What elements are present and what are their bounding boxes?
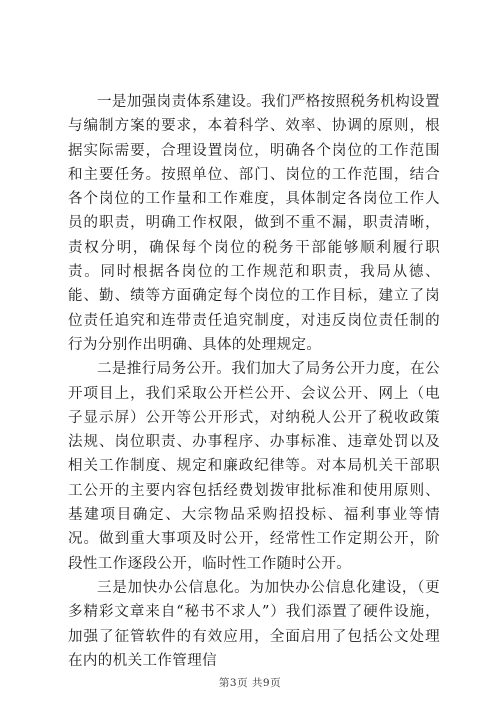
paragraph-bureau-affairs-disclosure: 二是推行局务公开。我们加大了局务公开力度，在公开项目上，我们采取公开栏公开、会议公开、网上（电子显示屏）公开等公开形式，对纳税人公开了税收政策法规、岗位职责、办事程序、办事标准、违章处罚以及相关工作制度、规定和廉政纪律等。对本局机关干部职工公开的主要内容包括经费划拨审批标准和使用原则、基建项目确定、大宗物品采购招投标、福利事业等情况。做到重大事项及时公开，经常性工作定期公开，阶段性工作逐段公开，临时性工作随时公开。: [68, 361, 440, 572]
paragraph-office-informatization: 三是加快办公信息化。为加快办公信息化建设，（更多精彩文章来自“秘书不求人”）我们添置了硬件设施，加强了征管软件的有效应用，全面启用了包括公文处理在内的机关工作管理信: [68, 579, 440, 669]
paragraph-job-responsibility: 一是加强岗责体系建设。我们严格按照税务机构设置与编制方案的要求，本着科学、效率、协调的原则，根据实际需要，合理设置岗位，明确各个岗位的工作范围和主要任务。按照单位、部门、岗位的工作范围，结合各个岗位的工作量和工作难度，具体制定各岗位工作人员的职责，明确工作权限，做到不重不漏，职责清晰，责权分明，确保每个岗位的税务干部能够顺利履行职责。同时根据各岗位的工作规范和职责，我局从德、能、勤、绩等方面确定每个岗位的工作目标，建立了岗位责任追究和连带责任追究制度，对违反岗位责任制的行为分别作出明确、具体的处理规定。: [68, 94, 440, 353]
page-number-footer: 第3页 共9页: [218, 677, 282, 689]
document-body: [68, 90, 440, 673]
